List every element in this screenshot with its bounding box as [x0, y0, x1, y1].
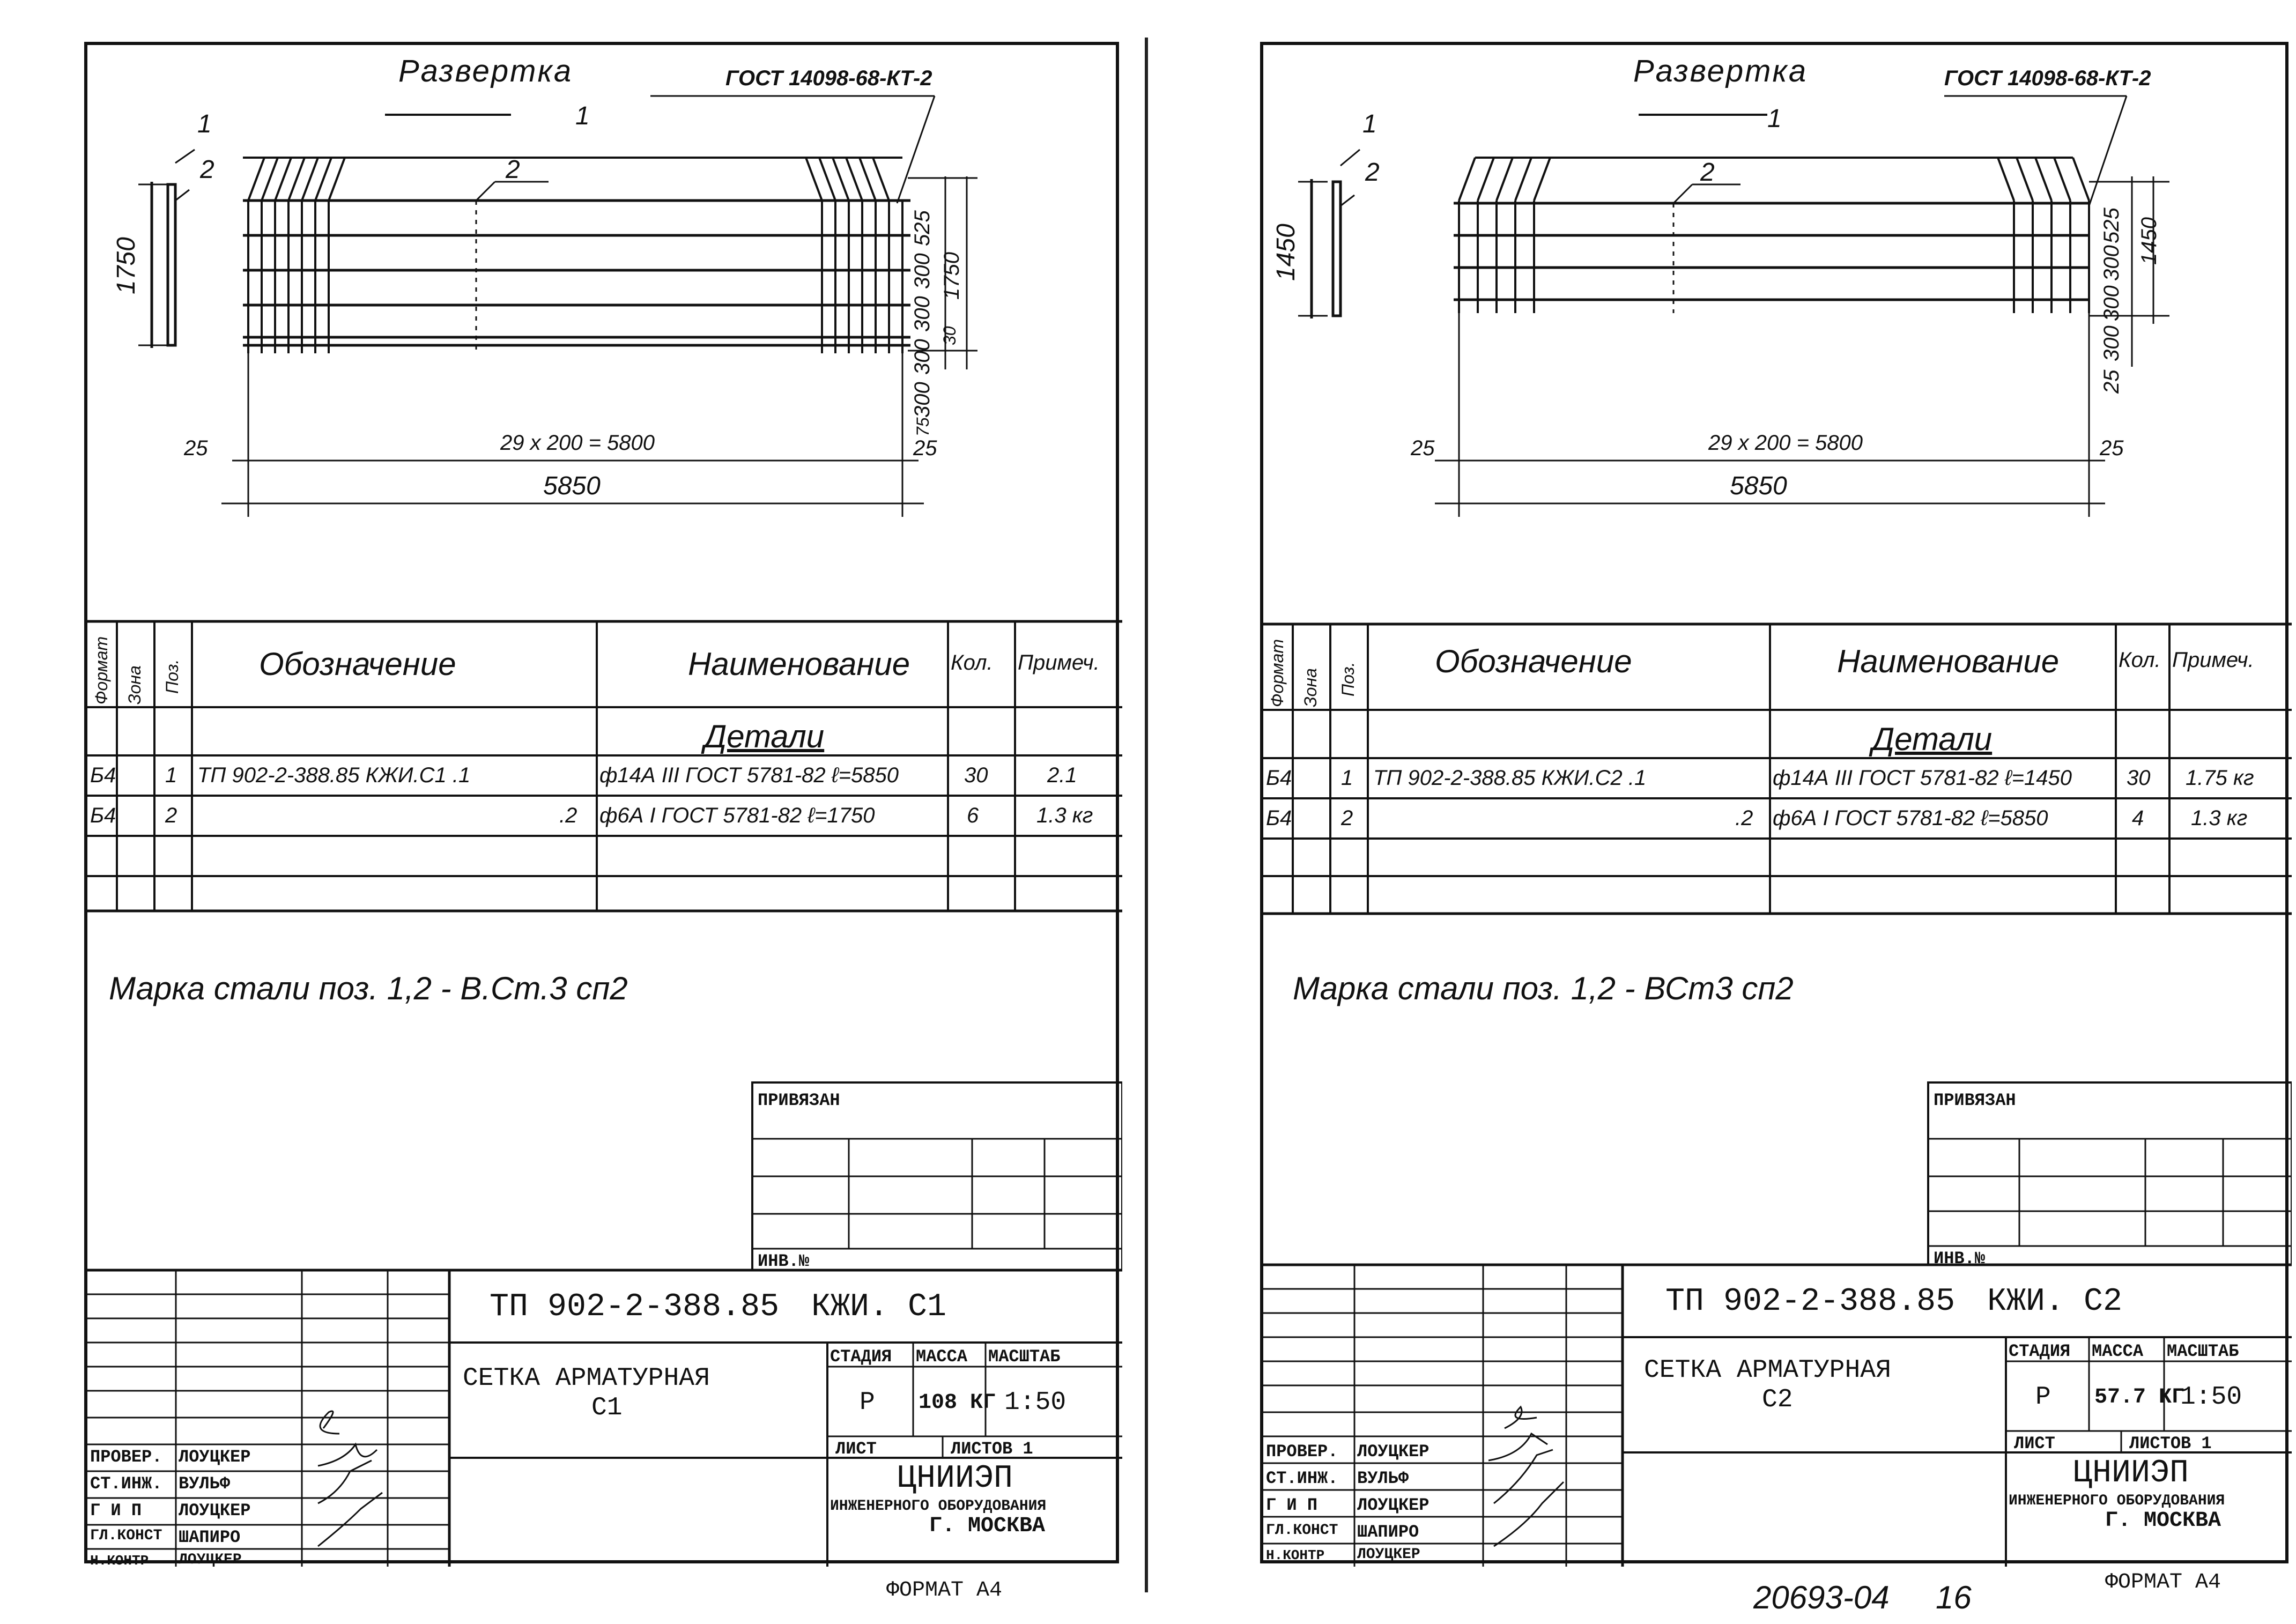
row2-pos: 2 — [165, 804, 177, 827]
person-norm-control: ЛОУЦКЕР — [179, 1552, 242, 1568]
row1-name: ф14А III ГОСТ 5781-82 ℓ=5850 — [599, 763, 899, 787]
mass-value: 57.7 КГ — [2094, 1385, 2185, 1410]
leader-label-1: 1 — [1767, 105, 1782, 133]
col-format: Формат — [1268, 639, 1287, 707]
organization-sub: ИНЖЕНЕРНОГО ОБОРУДОВАНИЯ — [2009, 1493, 2225, 1509]
spacing-3: 300 — [2100, 325, 2123, 361]
col-designation: Обозначение — [259, 646, 456, 682]
organization-sub: ИНЖЕНЕРНОГО ОБОРУДОВАНИЯ — [830, 1498, 1047, 1515]
stage-value: Р — [2035, 1383, 2051, 1412]
spacing-1: 300 — [2100, 245, 2123, 281]
row2-designation: .2 — [559, 804, 577, 827]
drawing-title: Развертка — [1633, 54, 1808, 88]
row1-format: Б4 — [1266, 766, 1292, 790]
row2-designation: .2 — [1735, 806, 1753, 830]
person-checker: ЛОУЦКЕР — [179, 1447, 251, 1467]
person-chief-designer: ШАПИРО — [179, 1527, 241, 1547]
scale-value: 1:50 — [2180, 1383, 2242, 1412]
binding-label: ПРИВЯЗАН — [1934, 1091, 2016, 1110]
product-name: СЕТКА АРМАТУРНАЯ — [463, 1364, 710, 1393]
section-leader-1: 1 — [1362, 110, 1377, 138]
signature — [1494, 1482, 1564, 1546]
role-checker: ПРОВЕР. — [90, 1447, 162, 1467]
signature — [318, 1493, 382, 1546]
binding-label: ПРИВЯЗАН — [758, 1091, 840, 1110]
row1-designation: ТП 902-2-388.85 КЖИ.С2 .1 — [1373, 766, 1647, 790]
row2-qty: 6 — [967, 804, 979, 827]
section-leader-2: 2 — [200, 155, 214, 184]
signature — [1505, 1407, 1537, 1428]
row1-note: 1.75 кг — [2186, 766, 2254, 790]
stage-label: СТАДИЯ — [2009, 1341, 2071, 1361]
col-qty: Кол. — [951, 651, 993, 674]
spacing-2: 300 — [2100, 285, 2123, 321]
city: Г. МОСКВА — [2105, 1509, 2221, 1533]
row2-name: ф6А I ГОСТ 5781-82 ℓ=5850 — [1773, 806, 2048, 830]
format-label: ФОРМАТ А4 — [2105, 1570, 2221, 1595]
spacing-4: 25 — [2100, 369, 2123, 394]
col-zone: Зона — [1301, 668, 1320, 707]
role-chief-engineer: Г И П — [1266, 1495, 1318, 1515]
gost-reference: ГОСТ 14098-68-КТ-2 — [725, 66, 932, 90]
stage-label: СТАДИЯ — [830, 1347, 892, 1367]
col-zone: Зона — [125, 665, 144, 705]
person-norm-control: ЛОУЦКЕР — [1357, 1546, 1420, 1563]
col-name: Наименование — [688, 646, 910, 682]
row2-note: 1.3 кг — [2191, 806, 2248, 830]
section-height: 1450 — [1272, 224, 1300, 281]
role-senior-engineer: СТ.ИНЖ. — [1266, 1469, 1338, 1488]
person-checker: ЛОУЦКЕР — [1357, 1442, 1430, 1462]
spacing-5: 30 — [940, 326, 959, 345]
leader-label-1: 1 — [575, 102, 590, 130]
doc-mark: КЖИ. С1 — [811, 1289, 947, 1325]
product-mark: С1 — [591, 1393, 623, 1422]
section-leader-2: 2 — [1365, 158, 1380, 187]
leader-label-2: 2 — [1700, 158, 1715, 187]
doc-code: ТП 902-2-388.85 — [490, 1289, 780, 1325]
section-details: Детали — [1872, 721, 1993, 757]
drawing-sheet-c2 — [1260, 42, 2288, 1595]
sheet-c2-linework — [1263, 45, 2292, 1567]
role-chief-designer: ГЛ.КОНСТ — [90, 1527, 162, 1544]
role-checker: ПРОВЕР. — [1266, 1442, 1338, 1462]
sheet-divider — [1145, 38, 1148, 1592]
col-pos: Поз. — [1338, 662, 1358, 696]
row1-designation: ТП 902-2-388.85 КЖИ.С1 .1 — [197, 763, 471, 787]
col-format: Формат — [92, 636, 111, 705]
gost-reference: ГОСТ 14098-68-КТ-2 — [1944, 66, 2151, 90]
role-chief-engineer: Г И П — [90, 1501, 142, 1521]
edge-left: 25 — [184, 436, 208, 460]
drawing-title: Развертка — [398, 54, 573, 88]
col-note: Примеч. — [2172, 648, 2254, 672]
row1-format: Б4 — [90, 763, 116, 787]
row2-qty: 4 — [2132, 806, 2144, 830]
row1-pos: 1 — [1341, 766, 1353, 790]
organization: ЦНИИЭП — [2073, 1455, 2189, 1492]
pitch-dimension: 29 x 200 = 5800 — [1708, 431, 1863, 455]
format-label: ФОРМАТ А4 — [886, 1578, 1003, 1603]
role-chief-designer: ГЛ.КОНСТ — [1266, 1522, 1338, 1539]
spacing-4: 300 — [910, 382, 934, 418]
product-name: СЕТКА АРМАТУРНАЯ — [1644, 1356, 1891, 1385]
leader-label-2: 2 — [506, 155, 520, 184]
sheets-count: ЛИСТОВ 1 — [2129, 1434, 2212, 1454]
edge-right: 25 — [913, 436, 937, 460]
city: Г. МОСКВА — [929, 1514, 1046, 1538]
row1-pos: 1 — [165, 763, 177, 787]
mass-value: 108 КГ — [919, 1391, 996, 1415]
pitch-dimension: 29 x 200 = 5800 — [500, 431, 655, 455]
section-leader-1: 1 — [197, 110, 212, 138]
row1-qty: 30 — [964, 763, 988, 787]
section-details: Детали — [704, 718, 825, 754]
row2-name: ф6А I ГОСТ 5781-82 ℓ=1750 — [599, 804, 875, 827]
spacing-6: 75 — [913, 417, 932, 436]
col-name: Наименование — [1837, 643, 2060, 679]
person-chief-designer: ШАПИРО — [1357, 1522, 1419, 1542]
person-senior-engineer: ВУЛЬФ — [1357, 1469, 1409, 1488]
signature — [1488, 1434, 1547, 1460]
spacing-0: 525 — [910, 210, 934, 246]
row2-note: 1.3 кг — [1036, 804, 1093, 827]
row1-name: ф14А III ГОСТ 5781-82 ℓ=1450 — [1773, 766, 2072, 790]
scale-label: МАСШТАБ — [988, 1347, 1061, 1367]
sheet-code: 20693-04 — [1753, 1579, 1890, 1615]
person-chief-engineer: ЛОУЦКЕР — [1357, 1495, 1430, 1515]
mass-label: МАССА — [2092, 1341, 2144, 1361]
spacing-0: 525 — [2100, 207, 2123, 243]
scale-label: МАСШТАБ — [2167, 1341, 2239, 1361]
person-senior-engineer: ВУЛЬФ — [179, 1474, 231, 1494]
person-chief-engineer: ЛОУЦКЕР — [179, 1501, 251, 1521]
scale-value: 1:50 — [1004, 1388, 1066, 1417]
role-norm-control: Н.КОНТР — [1266, 1547, 1325, 1563]
product-mark: С2 — [1762, 1385, 1793, 1414]
total-height: 1450 — [2137, 217, 2161, 265]
row2-format: Б4 — [1266, 806, 1292, 830]
role-norm-control: Н.КОНТР — [90, 1553, 149, 1569]
inventory-label: ИНВ.№ — [758, 1251, 810, 1271]
edge-right: 25 — [2100, 436, 2124, 460]
col-note: Примеч. — [1018, 651, 1100, 674]
spacing-2: 300 — [910, 296, 934, 332]
section-height: 1750 — [112, 237, 140, 294]
sheet-label: ЛИСТ — [835, 1439, 877, 1459]
col-designation: Обозначение — [1435, 643, 1632, 679]
overall-length: 5850 — [543, 472, 601, 500]
spacing-3: 300 — [910, 339, 934, 375]
signature — [320, 1411, 339, 1434]
sheet-label: ЛИСТ — [2014, 1434, 2055, 1454]
mass-label: МАССА — [916, 1347, 968, 1367]
row2-format: Б4 — [90, 804, 116, 827]
doc-code: ТП 902-2-388.85 — [1665, 1284, 1956, 1320]
organization: ЦНИИЭП — [897, 1460, 1013, 1497]
edge-left: 25 — [1411, 436, 1435, 460]
doc-mark: КЖИ. С2 — [1987, 1284, 2123, 1320]
spacing-1: 300 — [910, 253, 934, 289]
page-number: 16 — [1936, 1579, 1972, 1615]
row1-note: 2.1 — [1047, 763, 1077, 787]
col-qty: Кол. — [2119, 648, 2161, 672]
inventory-label: ИНВ.№ — [1934, 1249, 1986, 1269]
steel-grade-note: Марка стали поз. 1,2 - В.Ст.3 сп2 — [109, 970, 628, 1006]
stage-value: Р — [860, 1388, 875, 1417]
signature — [318, 1460, 372, 1503]
row2-pos: 2 — [1341, 806, 1353, 830]
steel-grade-note: Марка стали поз. 1,2 - ВСт3 сп2 — [1293, 970, 1794, 1006]
drawing-sheet-c1 — [84, 42, 1119, 1603]
sheets-count: ЛИСТОВ 1 — [951, 1439, 1033, 1459]
total-height: 1750 — [940, 252, 964, 300]
row1-qty: 30 — [2127, 766, 2151, 790]
overall-length: 5850 — [1730, 472, 1787, 500]
col-pos: Поз. — [162, 659, 182, 694]
role-senior-engineer: СТ.ИНЖ. — [90, 1474, 162, 1494]
